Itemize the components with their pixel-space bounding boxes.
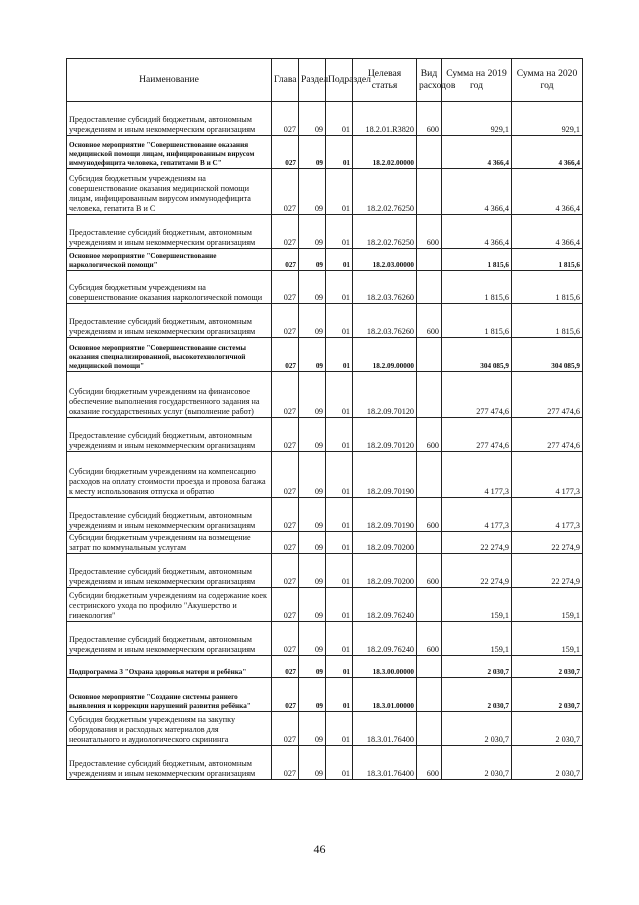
cell-podrazdel: 01 [326,452,353,498]
table-row [67,712,583,746]
cell-target: 18.2.02.00000 [353,136,417,169]
cell-s2020: 22 274,9 [512,532,583,554]
cell-s2020: 277 474,6 [512,418,583,452]
cell-name: Предоставление субсидий бюджетным, автономным учреждениям и иным некоммерческим организациям [67,418,272,452]
table-row [67,304,583,338]
table-row [67,136,583,169]
cell-razdel: 09 [299,271,326,304]
cell-s2019: 1 815,6 [442,304,512,338]
cell-name: Субсидии бюджетным учреждениям на возмещение затрат по коммунальным услугам [67,532,272,554]
cell-podrazdel: 01 [326,249,353,271]
cell-glava: 027 [272,372,299,418]
cell-s2019: 1 815,6 [442,271,512,304]
cell-glava: 027 [272,169,299,215]
cell-podrazdel: 01 [326,656,353,678]
cell-razdel: 09 [299,418,326,452]
cell-glava: 027 [272,622,299,656]
cell-razdel: 09 [299,656,326,678]
cell-target: 18.2.09.70200 [353,554,417,588]
cell-name: Предоставление субсидий бюджетным, автономным учреждениям и иным некоммерческим организациям [67,215,272,249]
cell-name: Предоставление субсидий бюджетным, автономным учреждениям и иным некоммерческим организациям [67,498,272,532]
header-razdel: Раздел [299,59,326,102]
cell-podrazdel: 01 [326,678,353,712]
cell-glava: 027 [272,271,299,304]
table-row [67,656,583,678]
cell-name: Основное мероприятие "Совершенствование оказания медицинской помощи лицам, инфицированным вирусом иммунодефицита человека, гепатитами В и С" [67,136,272,169]
cell-razdel: 09 [299,622,326,656]
header-sum-2019: Сумма на 2019 год [442,59,512,102]
header-target: Целевая статья [353,59,417,102]
cell-podrazdel: 01 [326,102,353,136]
cell-target: 18.2.02.76250 [353,215,417,249]
cell-podrazdel: 01 [326,588,353,622]
header-sum-2020: Сумма на 2020 год [512,59,583,102]
cell-target: 18.2.09.76240 [353,622,417,656]
header-glava: Глава [272,59,299,102]
cell-razdel: 09 [299,746,326,780]
cell-razdel: 09 [299,304,326,338]
cell-name: Предоставление субсидий бюджетным, автономным учреждениям и иным некоммерческим организациям [67,746,272,780]
cell-s2020: 4 366,4 [512,215,583,249]
cell-name: Субсидии бюджетным учреждениям на финансовое обеспечение выполнения государственного задания на оказание государственных услуг (выполнение работ) [67,372,272,418]
cell-s2019: 2 030,7 [442,656,512,678]
cell-glava: 027 [272,532,299,554]
header-podrazdel: Подраздел [326,59,353,102]
cell-name: Субсидии бюджетным учреждениям на компенсацию расходов на оплату стоимости проезда и провоза багажа к месту использования отпуска и обратно [67,452,272,498]
cell-glava: 027 [272,588,299,622]
cell-s2020: 4 366,4 [512,169,583,215]
cell-vid [417,271,442,304]
cell-podrazdel: 01 [326,338,353,372]
cell-vid [417,532,442,554]
cell-glava: 027 [272,215,299,249]
cell-vid [417,136,442,169]
cell-s2020: 159,1 [512,622,583,656]
cell-s2019: 4 177,3 [442,452,512,498]
cell-s2019: 1 815,6 [442,249,512,271]
cell-vid: 600 [417,304,442,338]
cell-vid: 600 [417,418,442,452]
table-row [67,372,583,418]
cell-razdel: 09 [299,452,326,498]
cell-podrazdel: 01 [326,622,353,656]
cell-s2020: 159,1 [512,588,583,622]
table-row [67,588,583,622]
cell-target: 18.2.09.00000 [353,338,417,372]
table-row [67,338,583,372]
cell-s2019: 2 030,7 [442,678,512,712]
cell-vid: 600 [417,622,442,656]
table-row [67,498,583,532]
cell-s2020: 4 366,4 [512,136,583,169]
cell-s2020: 2 030,7 [512,712,583,746]
cell-s2020: 1 815,6 [512,271,583,304]
table-row [67,678,583,712]
cell-s2020: 929,1 [512,102,583,136]
cell-vid [417,338,442,372]
cell-podrazdel: 01 [326,532,353,554]
cell-razdel: 09 [299,554,326,588]
cell-razdel: 09 [299,102,326,136]
header-name: Наименование [67,59,272,102]
cell-s2019: 22 274,9 [442,532,512,554]
cell-glava: 027 [272,452,299,498]
table-row [67,452,583,498]
cell-target: 18.2.09.70200 [353,532,417,554]
cell-razdel: 09 [299,338,326,372]
cell-name: Предоставление субсидий бюджетным, автономным учреждениям и иным некоммерческим организациям [67,304,272,338]
cell-vid [417,249,442,271]
cell-s2020: 2 030,7 [512,656,583,678]
cell-name: Предоставление субсидий бюджетным, автономным учреждениям и иным некоммерческим организациям [67,554,272,588]
cell-s2019: 159,1 [442,622,512,656]
cell-glava: 027 [272,746,299,780]
cell-razdel: 09 [299,532,326,554]
table-row [67,746,583,780]
cell-vid: 600 [417,498,442,532]
cell-s2019: 929,1 [442,102,512,136]
cell-glava: 027 [272,678,299,712]
cell-vid: 600 [417,554,442,588]
cell-s2019: 4 366,4 [442,136,512,169]
cell-s2020: 1 815,6 [512,304,583,338]
table-row [67,169,583,215]
cell-vid [417,678,442,712]
cell-razdel: 09 [299,498,326,532]
cell-s2019: 4 366,4 [442,169,512,215]
header-vid: Вид расходов [417,59,442,102]
cell-razdel: 09 [299,249,326,271]
table-row [67,532,583,554]
cell-name: Субсидии бюджетным учреждениям на содержание коек сестринского ухода по профилю "Акушерство и гинекология" [67,588,272,622]
cell-vid [417,372,442,418]
cell-vid [417,452,442,498]
cell-name: Предоставление субсидий бюджетным, автономным учреждениям и иным некоммерческим организациям [67,622,272,656]
cell-s2019: 2 030,7 [442,746,512,780]
cell-name: Основное мероприятие "Совершенствование наркологической помощи" [67,249,272,271]
cell-podrazdel: 01 [326,712,353,746]
cell-glava: 027 [272,249,299,271]
cell-s2020: 2 030,7 [512,746,583,780]
cell-s2019: 159,1 [442,588,512,622]
cell-name: Субсидия бюджетным учреждениям на совершенствование оказания наркологической помощи [67,271,272,304]
cell-glava: 027 [272,712,299,746]
cell-glava: 027 [272,338,299,372]
cell-name: Субсидия бюджетным учреждениям на совершенствование оказания медицинской помощи лицам, инфицированным вирусом иммунодефицита человека, гепатита В и С [67,169,272,215]
cell-s2020: 22 274,9 [512,554,583,588]
cell-target: 18.2.09.70190 [353,452,417,498]
cell-target: 18.2.01.R3820 [353,102,417,136]
table-row [67,622,583,656]
cell-name: Основное мероприятие "Создание системы раннего выявления и коррекции нарушений развития ребёнка" [67,678,272,712]
budget-table [66,58,583,780]
cell-target: 18.2.02.76250 [353,169,417,215]
cell-target: 18.3.01.76400 [353,746,417,780]
table-body [67,102,583,780]
cell-podrazdel: 01 [326,136,353,169]
cell-target: 18.2.03.76260 [353,271,417,304]
cell-podrazdel: 01 [326,554,353,588]
table-row [67,215,583,249]
cell-razdel: 09 [299,136,326,169]
cell-glava: 027 [272,136,299,169]
cell-podrazdel: 01 [326,372,353,418]
cell-razdel: 09 [299,372,326,418]
cell-glava: 027 [272,554,299,588]
cell-vid [417,712,442,746]
table-header-row [67,59,583,102]
cell-s2020: 2 030,7 [512,678,583,712]
cell-glava: 027 [272,418,299,452]
cell-s2020: 304 085,9 [512,338,583,372]
table-row [67,554,583,588]
cell-glava: 027 [272,304,299,338]
cell-s2020: 277 474,6 [512,372,583,418]
cell-podrazdel: 01 [326,271,353,304]
cell-vid: 600 [417,215,442,249]
cell-podrazdel: 01 [326,304,353,338]
table-row [67,271,583,304]
cell-s2020: 4 177,3 [512,452,583,498]
table-row [67,418,583,452]
cell-glava: 027 [272,498,299,532]
cell-glava: 027 [272,102,299,136]
cell-target: 18.3.00.00000 [353,656,417,678]
cell-s2019: 4 366,4 [442,215,512,249]
cell-s2020: 4 177,3 [512,498,583,532]
cell-name: Предоставление субсидий бюджетным, автономным учреждениям и иным некоммерческим организациям [67,102,272,136]
cell-s2019: 277 474,6 [442,372,512,418]
cell-target: 18.2.09.70190 [353,498,417,532]
page-number: 46 [313,842,326,856]
cell-target: 18.2.03.76260 [353,304,417,338]
cell-target: 18.2.09.76240 [353,588,417,622]
cell-s2019: 2 030,7 [442,712,512,746]
cell-podrazdel: 01 [326,498,353,532]
cell-podrazdel: 01 [326,169,353,215]
cell-s2019: 304 085,9 [442,338,512,372]
cell-vid: 600 [417,102,442,136]
cell-razdel: 09 [299,678,326,712]
cell-glava: 027 [272,656,299,678]
cell-target: 18.3.01.76400 [353,712,417,746]
cell-razdel: 09 [299,712,326,746]
cell-podrazdel: 01 [326,746,353,780]
cell-vid [417,588,442,622]
cell-vid: 600 [417,746,442,780]
cell-razdel: 09 [299,169,326,215]
cell-target: 18.3.01.00000 [353,678,417,712]
cell-podrazdel: 01 [326,215,353,249]
cell-vid [417,656,442,678]
cell-name: Основное мероприятие "Совершенствование системы оказания специализированной, высокотехнологичной медицинской помощи" [67,338,272,372]
cell-target: 18.2.09.70120 [353,372,417,418]
cell-s2019: 4 177,3 [442,498,512,532]
cell-name: Субсидия бюджетным учреждениям на закупку оборудования и расходных материалов для неонатального и аудиологического скрининга [67,712,272,746]
table-row [67,249,583,271]
cell-target: 18.2.09.70120 [353,418,417,452]
cell-vid [417,169,442,215]
cell-razdel: 09 [299,215,326,249]
cell-s2020: 1 815,6 [512,249,583,271]
table-row [67,102,583,136]
cell-s2019: 277 474,6 [442,418,512,452]
cell-target: 18.2.03.00000 [353,249,417,271]
cell-s2019: 22 274,9 [442,554,512,588]
cell-razdel: 09 [299,588,326,622]
cell-podrazdel: 01 [326,418,353,452]
cell-name: Подпрограмма 3 "Охрана здоровья матери и ребёнка" [67,656,272,678]
